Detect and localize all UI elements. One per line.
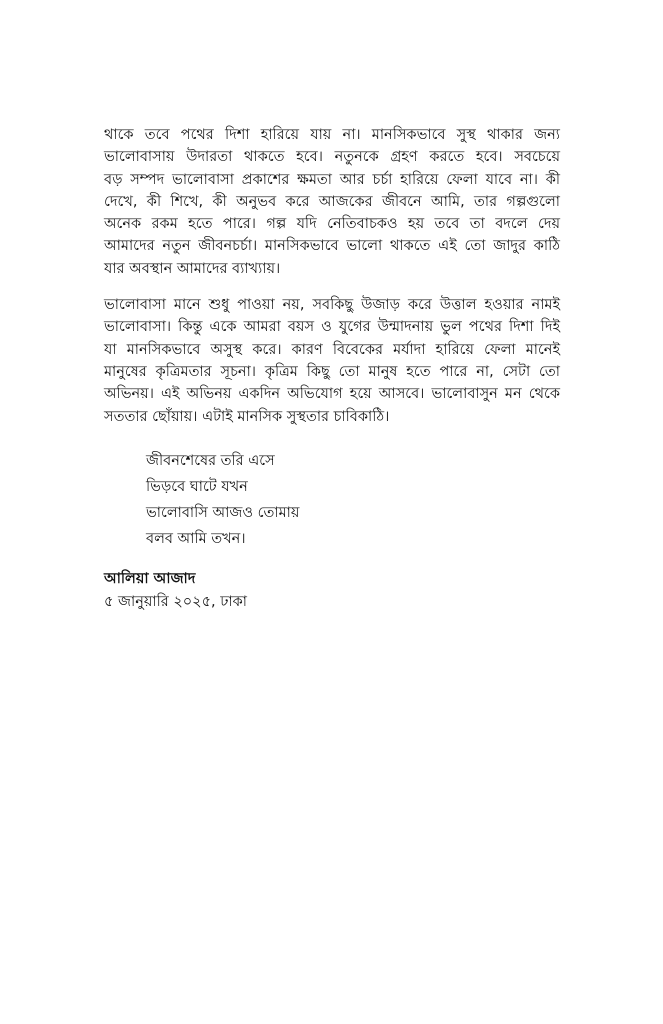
paragraph-2: [104, 294, 560, 428]
paragraph-1: [104, 124, 560, 280]
signature-block: [104, 568, 560, 614]
poem-line: ভালোবাসি আজও তোমায়: [146, 504, 300, 521]
poem-line: বলব আমি তখন।: [146, 530, 246, 547]
author-name: আলিয়া আজাদ: [104, 570, 196, 587]
document-page: [104, 124, 560, 614]
paragraph-line: আমাদের নতুন জীবনচর্চা। মানসিকভাবে ভালো থাকতে এই তো জাদুর কাঠি: [104, 238, 560, 255]
paragraph-line: দেখে, কী শিখে, কী অনুভব করে আজকের জীবনে আমি, তার গল্পগুলো: [104, 193, 560, 210]
date-place: ৫ জানুয়ারি ২০২৫, ঢাকা: [104, 593, 247, 610]
poem-line: জীবনশেষের তরি এসে: [146, 452, 275, 469]
paragraph-line: ভালোবাসা। কিন্তু একে আমরা বয়স ও যুগের উন্মাদনায় ভুল পথের দিশা দিই: [104, 319, 560, 336]
paragraph-line: অনেক রকম হতে পারে। গল্প যদি নেতিবাচকও হয় তবে তা বদলে দেয়: [104, 216, 560, 233]
paragraph-line: অভিনয়। এই অভিনয় একদিন অভিযোগ হয়ে আসবে। ভালোবাসুন মন থেকে: [104, 386, 560, 403]
paragraph-line: যার অবস্থান আমাদের ব্যাখ্যায়।: [104, 260, 281, 277]
paragraph-line: ভালোবাসায় উদারতা থাকতে হবে। নতুনকে গ্রহণ করতে হবে। সবচেয়ে: [104, 149, 560, 166]
poem-line: ভিড়বে ঘাটে যখন: [146, 478, 248, 495]
paragraph-line: মানুষের কৃত্রিমতার সূচনা। কৃত্রিম কিছু তো মানুষ হতে পারে না, সেটা তো: [104, 363, 560, 380]
paragraph-line: বড় সম্পদ ভালোবাসা প্রকাশের ক্ষমতা আর চর্চা হারিয়ে ফেলা যাবে না। কী: [104, 171, 560, 188]
paragraph-line: সততার ছোঁয়ায়। এটাই মানসিক সুস্থতার চাবিকাঠি।: [104, 408, 390, 425]
paragraph-line: থাকে তবে পথের দিশা হারিয়ে যায় না। মানসিকভাবে সুস্থ থাকার জন্য: [104, 127, 560, 143]
poem: [146, 448, 560, 552]
paragraph-line: যা মানসিকভাবে অসুস্থ করে। কারণ বিবেকের মর্যাদা হারিয়ে ফেলা মানেই: [104, 341, 560, 358]
paragraph-line: ভালোবাসা মানে শুধু পাওয়া নয়, সবকিছু উজাড় করে উত্তাল হওয়ার নামই: [104, 297, 560, 314]
